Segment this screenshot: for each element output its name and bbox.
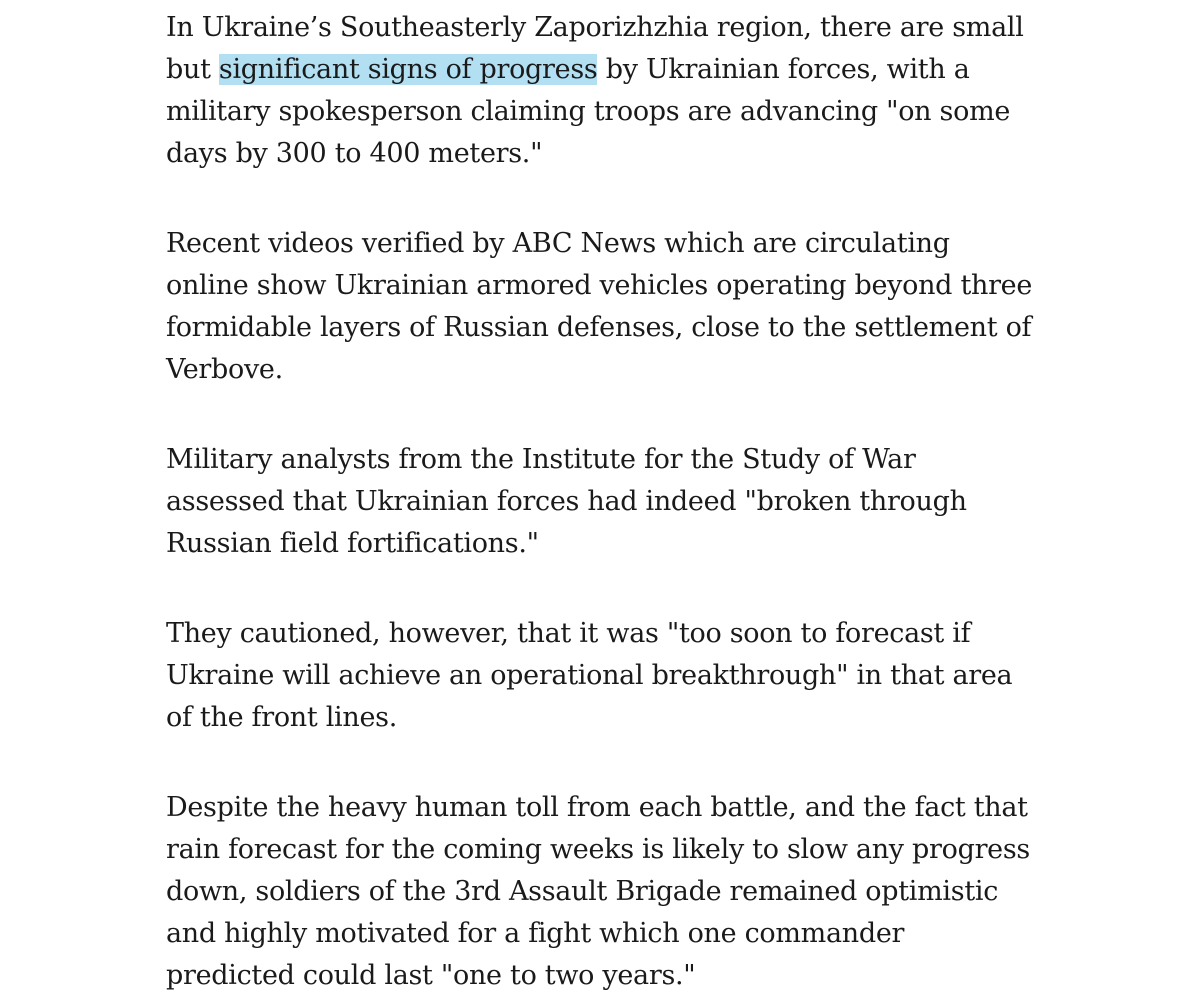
paragraph-1-text-end: by Ukrainian forces, with a military spokesperson claiming troops are advancing "on some days by 300 to 400 meters." (166, 54, 1011, 169)
progress-link[interactable]: significant signs of progress (218, 54, 598, 85)
paragraph-1-text-start: In Ukraine’s Southeasterly Zaporizhzhia region, there are small but (166, 12, 1024, 85)
paragraph-4: They cautioned, however, that it was "too soon to forecast if Ukraine will achieve an operational breakthrough" in that area of the front lines. (166, 618, 1013, 733)
paragraph-2: Recent videos verified by ABC News which are circulating online show Ukrainian armored vehicles operating beyond three formidable layers of Russian defenses, close to the settlement of Verbove. (166, 228, 1033, 385)
paragraph-1 (166, 7, 1036, 175)
article-body (166, 7, 1036, 997)
paragraph-3: Military analysts from the Institute for the Study of War assessed that Ukrainian forces had indeed "broken through Russian field fortifications." (166, 444, 967, 559)
paragraph-5: Despite the heavy human toll from each battle, and the fact that rain forecast for the coming weeks is likely to slow any progress down, soldiers of the 3rd Assault Brigade remained optimistic and highly motivated for a fight which one commander predicted could last "one to two years." (166, 792, 1030, 991)
